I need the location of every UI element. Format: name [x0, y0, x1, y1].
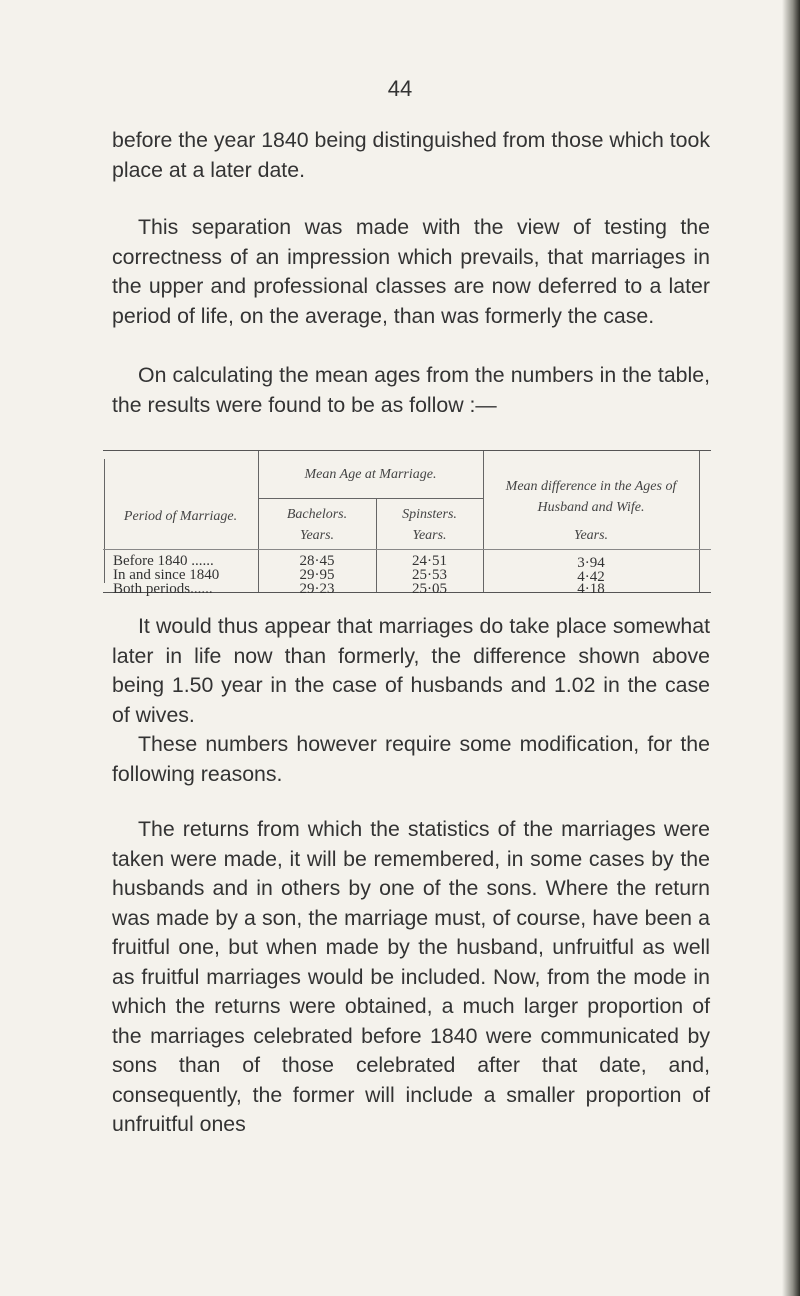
header-bachelors-unit: Years.	[299, 528, 335, 543]
row-difference: 4·42	[577, 569, 605, 585]
row-period: Before 1840 ......	[113, 553, 214, 569]
page-edge-shadow	[782, 0, 800, 1296]
paragraph-4: It would thus appear that marriages do take place somewhat later in life now than formerly, the difference shown above being 1.50 year in the case of husbands and 1.02 in the case of wives.	[112, 614, 710, 727]
header-spinsters: Spinsters.	[402, 507, 457, 522]
header-difference-unit: Years.	[573, 528, 609, 543]
row-spinsters: 25·53	[412, 567, 447, 583]
paragraph-2: This separation was made with the view of testing the correctness of an impression which prevails, that marriages in the upper and professional classes are now deferred to a later period of life, on the average, than was formerly the case.	[112, 215, 710, 328]
header-spinsters-unit: Years.	[412, 528, 447, 543]
header-mean-age: Mean Age at Marriage.	[304, 467, 437, 482]
header-mean-difference: Mean difference in the Ages of	[505, 479, 677, 494]
row-spinsters: 24·51	[412, 553, 447, 569]
row-period: Both periods......	[113, 581, 213, 597]
paragraph-1: before the year 1840 being distinguished from those which took place at a later date.	[112, 128, 710, 182]
row-spinsters: 25·05	[412, 581, 447, 597]
header-husband-wife: Husband and Wife.	[537, 500, 645, 515]
row-bachelors: 29·95	[299, 567, 335, 583]
paragraph-6: The returns from which the statistics of the marriages were taken were made, it will be remembered, in some cases by the husbands and in others by one of the sons. Where the return was made by a son, the marriage must, of course, have been a fruitful one, but when made by the husband, unfruitful as well as fruitful marriages would be included. Now, from the mode in which the returns were obtained, a much larger proportion of the marriages celebrated before 1840 were communicated by sons than of those celebrated after that date, and, consequently, the former will include a smaller proportion of unfruitful ones	[112, 817, 710, 1136]
page-number: 44	[387, 76, 413, 101]
row-period: In and since 1840	[113, 567, 220, 583]
row-bachelors: 28·45	[299, 553, 335, 569]
mean-age-table	[103, 450, 711, 597]
row-difference: 4·18	[577, 581, 605, 597]
header-bachelors: Bachelors.	[286, 507, 348, 522]
row-bachelors: 29·23	[299, 581, 335, 597]
row-difference: 3·94	[577, 555, 605, 571]
paragraph-3: On calculating the mean ages from the numbers in the table, the results were found to be as follow :—	[112, 363, 710, 417]
header-period: Period of Marriage.	[123, 509, 238, 524]
paragraph-5: These numbers however require some modification, for the following reasons.	[112, 732, 710, 786]
